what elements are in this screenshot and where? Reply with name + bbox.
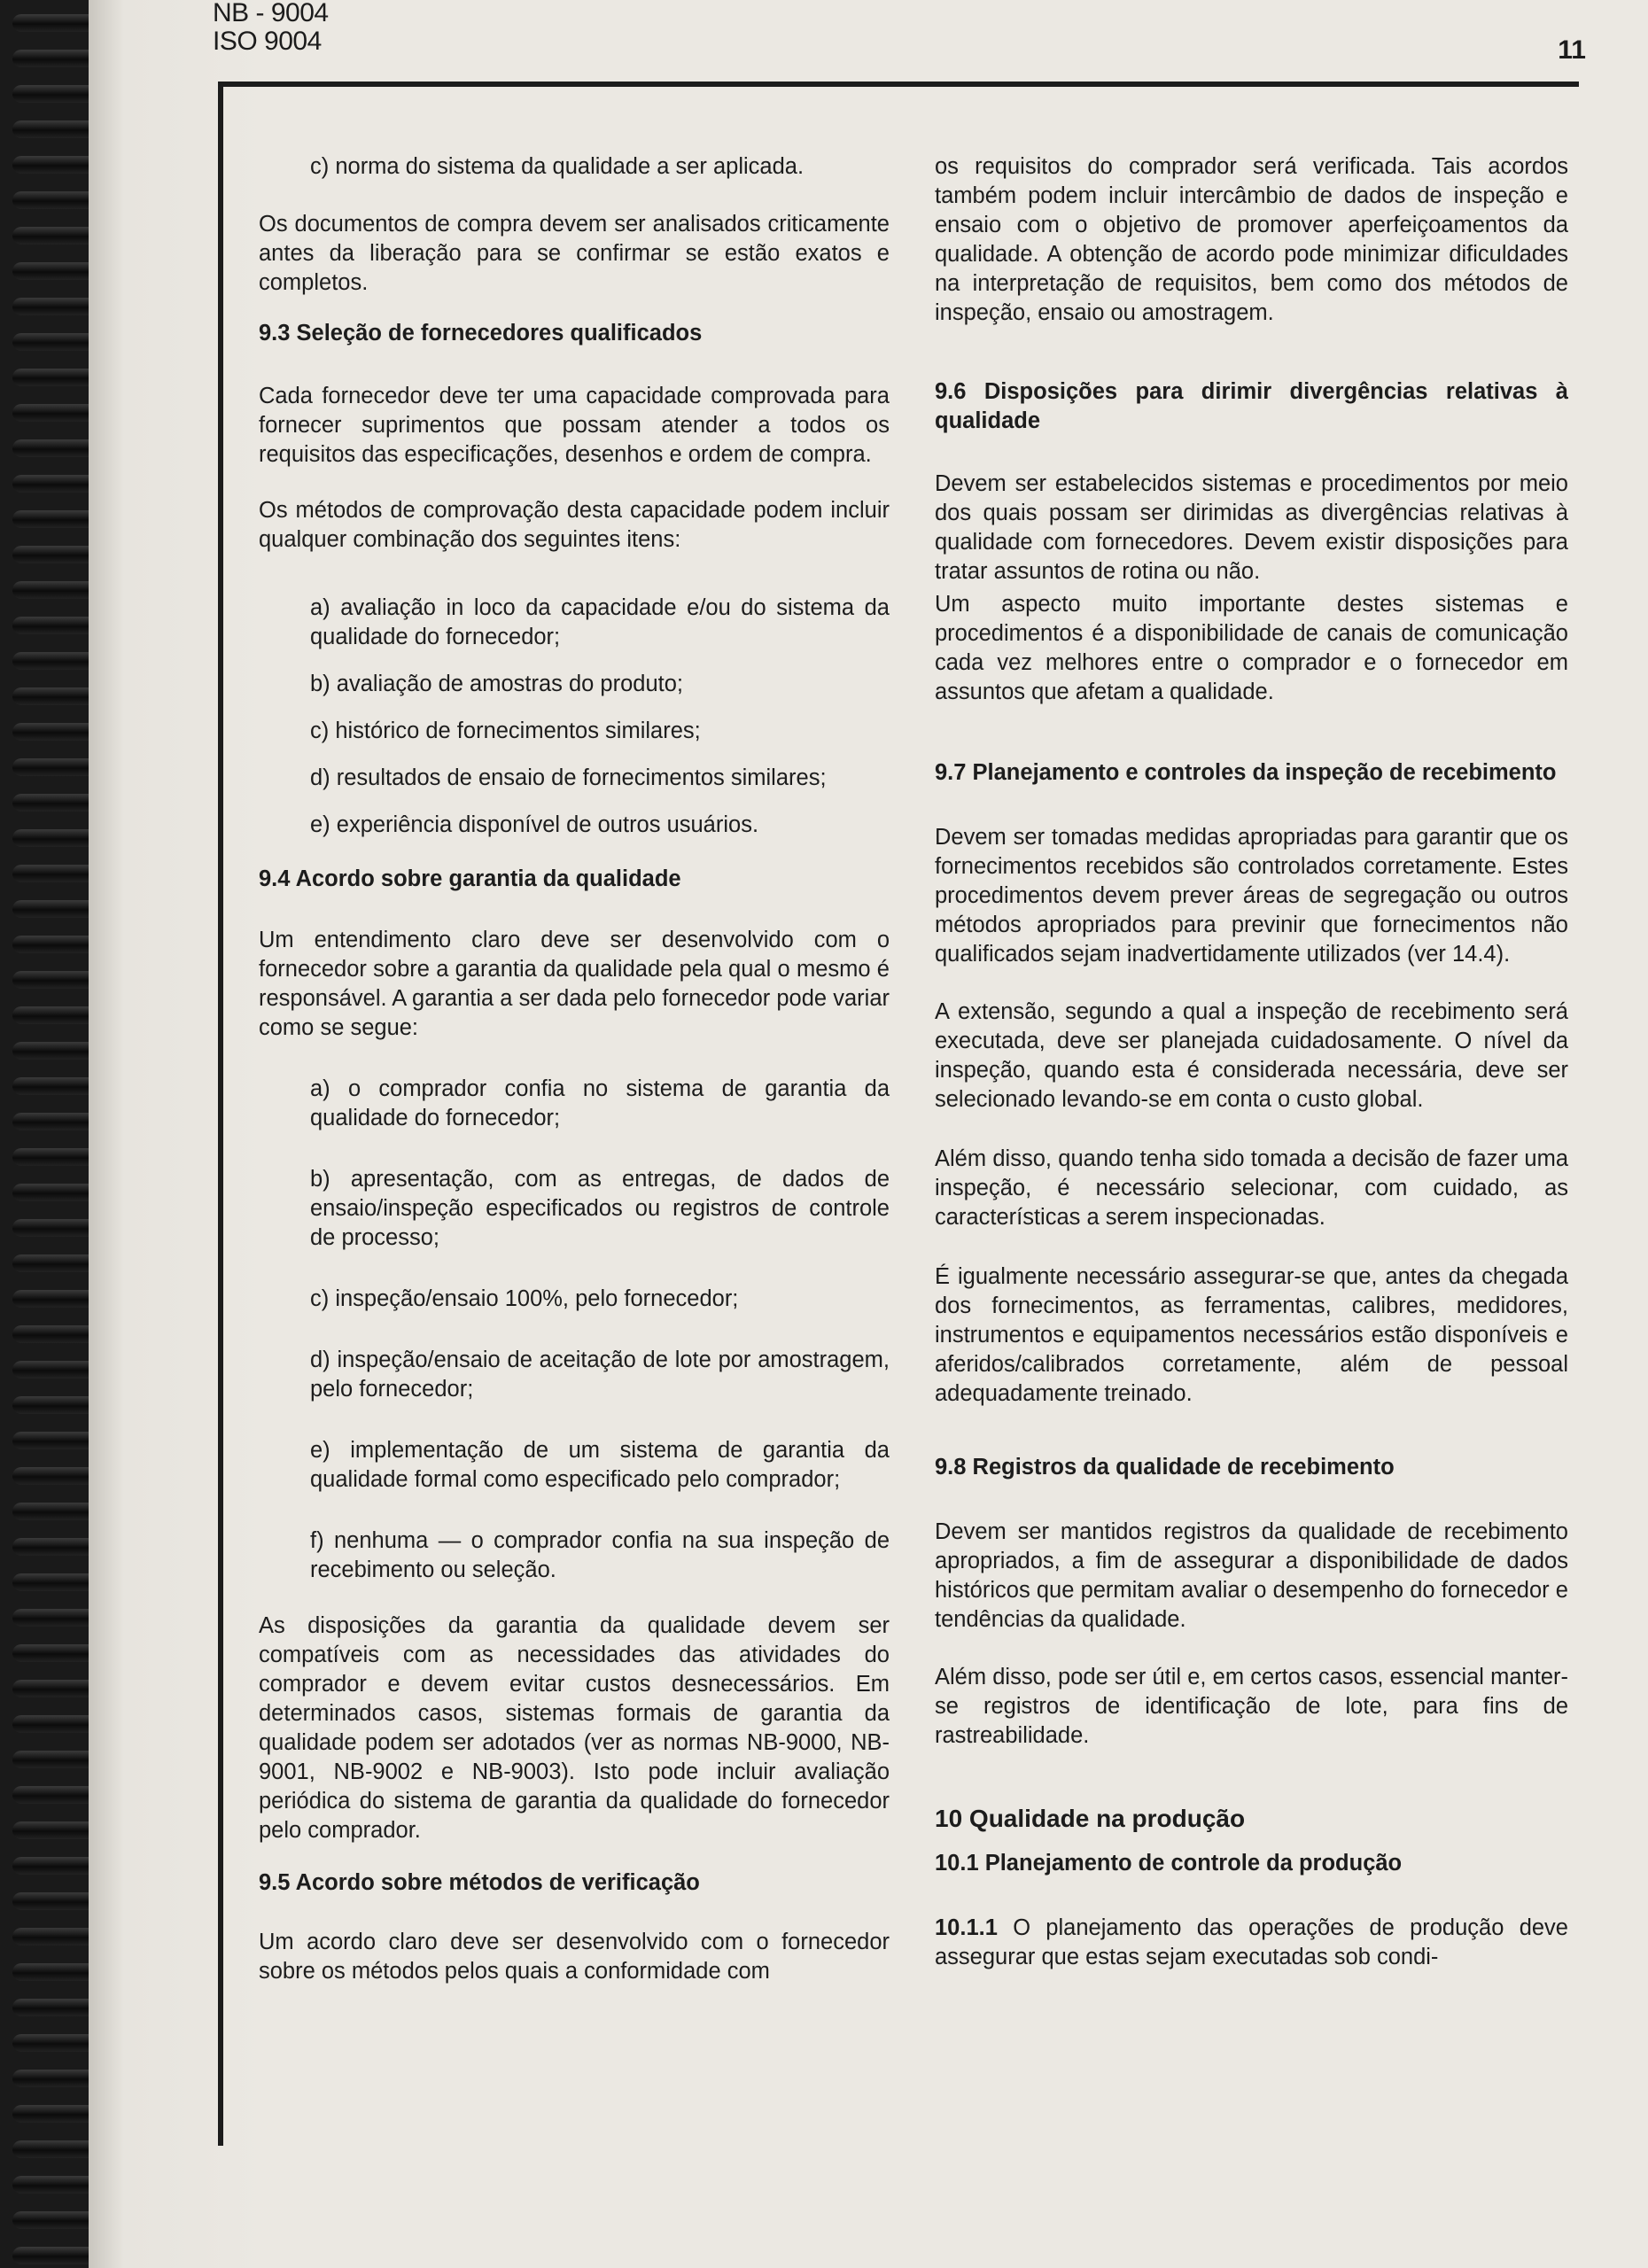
paragraph: Cada fornecedor deve ter uma capacidade comprovada para fornecer suprimentos que possam atender a todos os requisitos das especificações, desenhos e ordem de compra. [259,384,890,467]
binding-coil [12,510,97,528]
binding-coil [12,1573,97,1591]
binding-coil [12,2105,97,2123]
page-number: 11 [1558,35,1586,65]
binding-coil [12,1857,97,1875]
binding-coil [12,1077,97,1095]
binding-coil [12,1290,97,1308]
binding-coil [12,2070,97,2087]
binding-coil [12,758,97,776]
binding-coil [12,936,97,953]
binding-coil [12,120,97,138]
binding-coil [12,1006,97,1024]
clause-number: 10.1.1 [935,1915,998,1940]
binding-coil [12,971,97,989]
binding-coil [12,829,97,847]
binding-coil [12,1928,97,1946]
binding-coil [12,475,97,493]
binding-coil [12,85,97,103]
paragraph: É igualmente necessário assegurar-se que, antes da chegada dos fornecimentos, as ferramentas, calibres, medidores, instrumentos e equipamentos necessários estão disponíveis e aferidos/calibrados corretamente, além de pessoal adequadamente treinado. [935,1264,1568,1406]
section-heading-9-7: 9.7 Planejamento e controles da inspeção de recebimento [935,760,1557,785]
section-heading-9-3: 9.3 Seleção de fornecedores qualificados [259,321,703,346]
section-heading-9-4: 9.4 Acordo sobre garantia da qualidade [259,866,681,891]
binding-coil [12,1609,97,1627]
binding-coil [12,1892,97,1910]
section-heading-9-6: 9.6 Disposições para dirimir divergências relativas à qualidade [935,379,1568,433]
paragraph: Os métodos de comprovação desta capacidade podem incluir qualquer combinação dos seguintes itens: [259,498,890,552]
binding-coil [12,900,97,918]
paragraph: A extensão, segundo a qual a inspeção de recebimento será executada, deve ser planejada cuidadosamente. O nível da inspeção, quando esta é considerada necessária, deve ser selecionado levando-se em conta o custo global. [935,999,1568,1112]
binding-coil [12,1432,97,1449]
frame-rule-top [218,82,1579,87]
binding-coil [12,1467,97,1485]
paragraph-10-1-1 [935,1914,1568,1972]
binding-coil [12,298,97,315]
binding-coil [12,50,97,67]
binding-coil [12,1042,97,1060]
document-page [89,0,1648,2268]
section-heading-9-5: 9.5 Acordo sobre métodos de verificação [259,1870,700,1895]
binding-coil [12,2247,97,2264]
clause-text: O planejamento das operações de produção deve assegurar que estas sejam executadas sob condi- [935,1915,1568,1969]
binding-coil [12,1148,97,1166]
list-item: e) experiência disponível de outros usuários. [310,812,759,837]
binding-coil [12,617,97,634]
binding-coil [12,262,97,280]
binding-coil [12,1219,97,1237]
binding-coil [12,2211,97,2229]
binding-coil [12,1644,97,1662]
binding-coil [12,2176,97,2194]
list-item: d) inspeção/ensaio de aceitação de lote por amostragem, pelo fornecedor; [310,1348,890,1402]
paragraph: Além disso, pode ser útil e, em certos casos, essencial manter-se registros de identificação de lote, para fins de rastreabilidade. [935,1665,1568,1748]
binding-coil [12,1396,97,1414]
paragraph: os requisitos do comprador será verificada. Tais acordos também podem incluir intercâmbio de dados de inspeção e ensaio com o objetivo de promover aperfeiçoamentos da qualidade. A obtenção de acordo pode minimizar dificuldades na interpretação de requisitos, bem como dos métodos de inspeção, ensaio ou amostragem. [935,154,1568,325]
binding-coil [12,652,97,670]
list-item: f) nenhuma — o comprador confia na sua inspeção de recebimento ou seleção. [310,1528,890,1582]
paragraph: c) norma do sistema da qualidade a ser aplicada. [310,154,805,179]
binding-coil [12,1254,97,1272]
list-item: a) avaliação in loco da capacidade e/ou do sistema da qualidade do fornecedor; [310,595,890,649]
paragraph: Um acordo claro deve ser desenvolvido com o fornecedor sobre os métodos pelos quais a conformidade com [259,1930,890,1984]
list-item: b) apresentação, com as entregas, de dados de ensaio/inspeção especificados ou registros de controle de processo; [310,1167,890,1250]
standard-code-nb: NB - 9004 [213,0,329,27]
binding-coil [12,14,97,32]
list-item: c) inspeção/ensaio 100%, pelo fornecedor; [310,1286,739,1311]
binding-coil [12,1325,97,1343]
binding-coil [12,1503,97,1520]
binding-coil [12,1751,97,1768]
frame-rule-left [218,82,223,2146]
binding-coil [12,333,97,351]
binding-coil [12,404,97,422]
list-item: e) implementação de um sistema de garantia da qualidade formal como especificado pelo comprador; [310,1438,890,1492]
list-item: b) avaliação de amostras do produto; [310,672,683,696]
binding-coil [12,687,97,705]
binding-coil [12,1680,97,1697]
binding-coil [12,581,97,599]
binding-coil [12,1361,97,1379]
binding-coil [12,227,97,245]
paragraph: Devem ser mantidos registros da qualidade de recebimento apropriados, a fim de assegurar a disponibilidade de dados históricos que permitam avaliar o desempenho do fornecedor e tendências da qualidade. [935,1519,1568,1632]
paragraph: As disposições da garantia da qualidade devem ser compatíveis com as necessidades das atividades do comprador e devem evitar custos desnecessários. Em determinados casos, sistemas formais de garantia da qualidade podem ser adotados (ver as normas NB-9000, NB-9001, NB-9002 e NB-9003). Isto pode incluir avaliação periódica do sistema de garantia da qualidade do fornecedor pelo comprador. [259,1613,890,1843]
binding-coil [12,369,97,386]
binding-coil [12,723,97,741]
section-heading-10-1: 10.1 Planejamento de controle da produção [935,1851,1403,1876]
paragraph: Devem ser estabelecidos sistemas e procedimentos por meio dos quais possam ser dirimidas as divergências relativas à qualidade com fornecedores. Devem existir disposições para tratar assuntos de rotina ou não. [935,471,1568,584]
binding-coil [12,2034,97,2052]
binding-coil [12,794,97,812]
binding-coil [12,156,97,174]
paragraph: Devem ser tomadas medidas apropriadas para garantir que os fornecimentos recebidos são controlados corretamente. Estes procedimentos devem prever áreas de segregação ou outros métodos apropriados para previnir que fornecimentos não qualificados sejam inadvertidamente utilizados (ver 14.4). [935,825,1568,967]
binding-coil [12,439,97,457]
paragraph: Os documentos de compra devem ser analisados criticamente antes da liberação para se confirmar se estão exatos e completos. [259,212,890,295]
binding-coil [12,1113,97,1130]
right-column [935,152,1568,1972]
paragraph: Um entendimento claro deve ser desenvolvido com o fornecedor sobre a garantia da qualidade pela qual o mesmo é responsável. A garantia a ser dada pelo fornecedor pode variar como se segue: [259,928,890,1040]
binding-coil [12,865,97,882]
binding-coil [12,2140,97,2158]
binding-coil [12,1999,97,2016]
binding-coil [12,1538,97,1556]
list-item: d) resultados de ensaio de fornecimentos similares; [310,765,827,790]
standard-code-iso: ISO 9004 [213,27,322,56]
paragraph: Um aspecto muito importante destes sistemas e procedimentos é a disponibilidade de canais de comunicação cada vez melhores entre o comprador e o fornecedor em assuntos que afetam a qualidade. [935,592,1568,704]
binding-coil [12,1963,97,1981]
list-item: a) o comprador confia no sistema de garantia da qualidade do fornecedor; [310,1076,890,1130]
left-column [259,152,890,1986]
binding-coil [12,1715,97,1733]
paragraph: Além disso, quando tenha sido tomada a decisão de fazer uma inspeção, é necessário selecionar, com cuidado, as características a serem inspecionadas. [935,1146,1568,1230]
binding-coil [12,1786,97,1804]
binding-coil [12,1821,97,1839]
section-heading-10: 10 Qualidade na produção [935,1805,1246,1832]
section-heading-9-8: 9.8 Registros da qualidade de recebimento [935,1455,1395,1480]
binding-coil [12,1184,97,1201]
binding-coil [12,191,97,209]
list-item: c) histórico de fornecimentos similares; [310,718,701,743]
binding-coil [12,546,97,563]
